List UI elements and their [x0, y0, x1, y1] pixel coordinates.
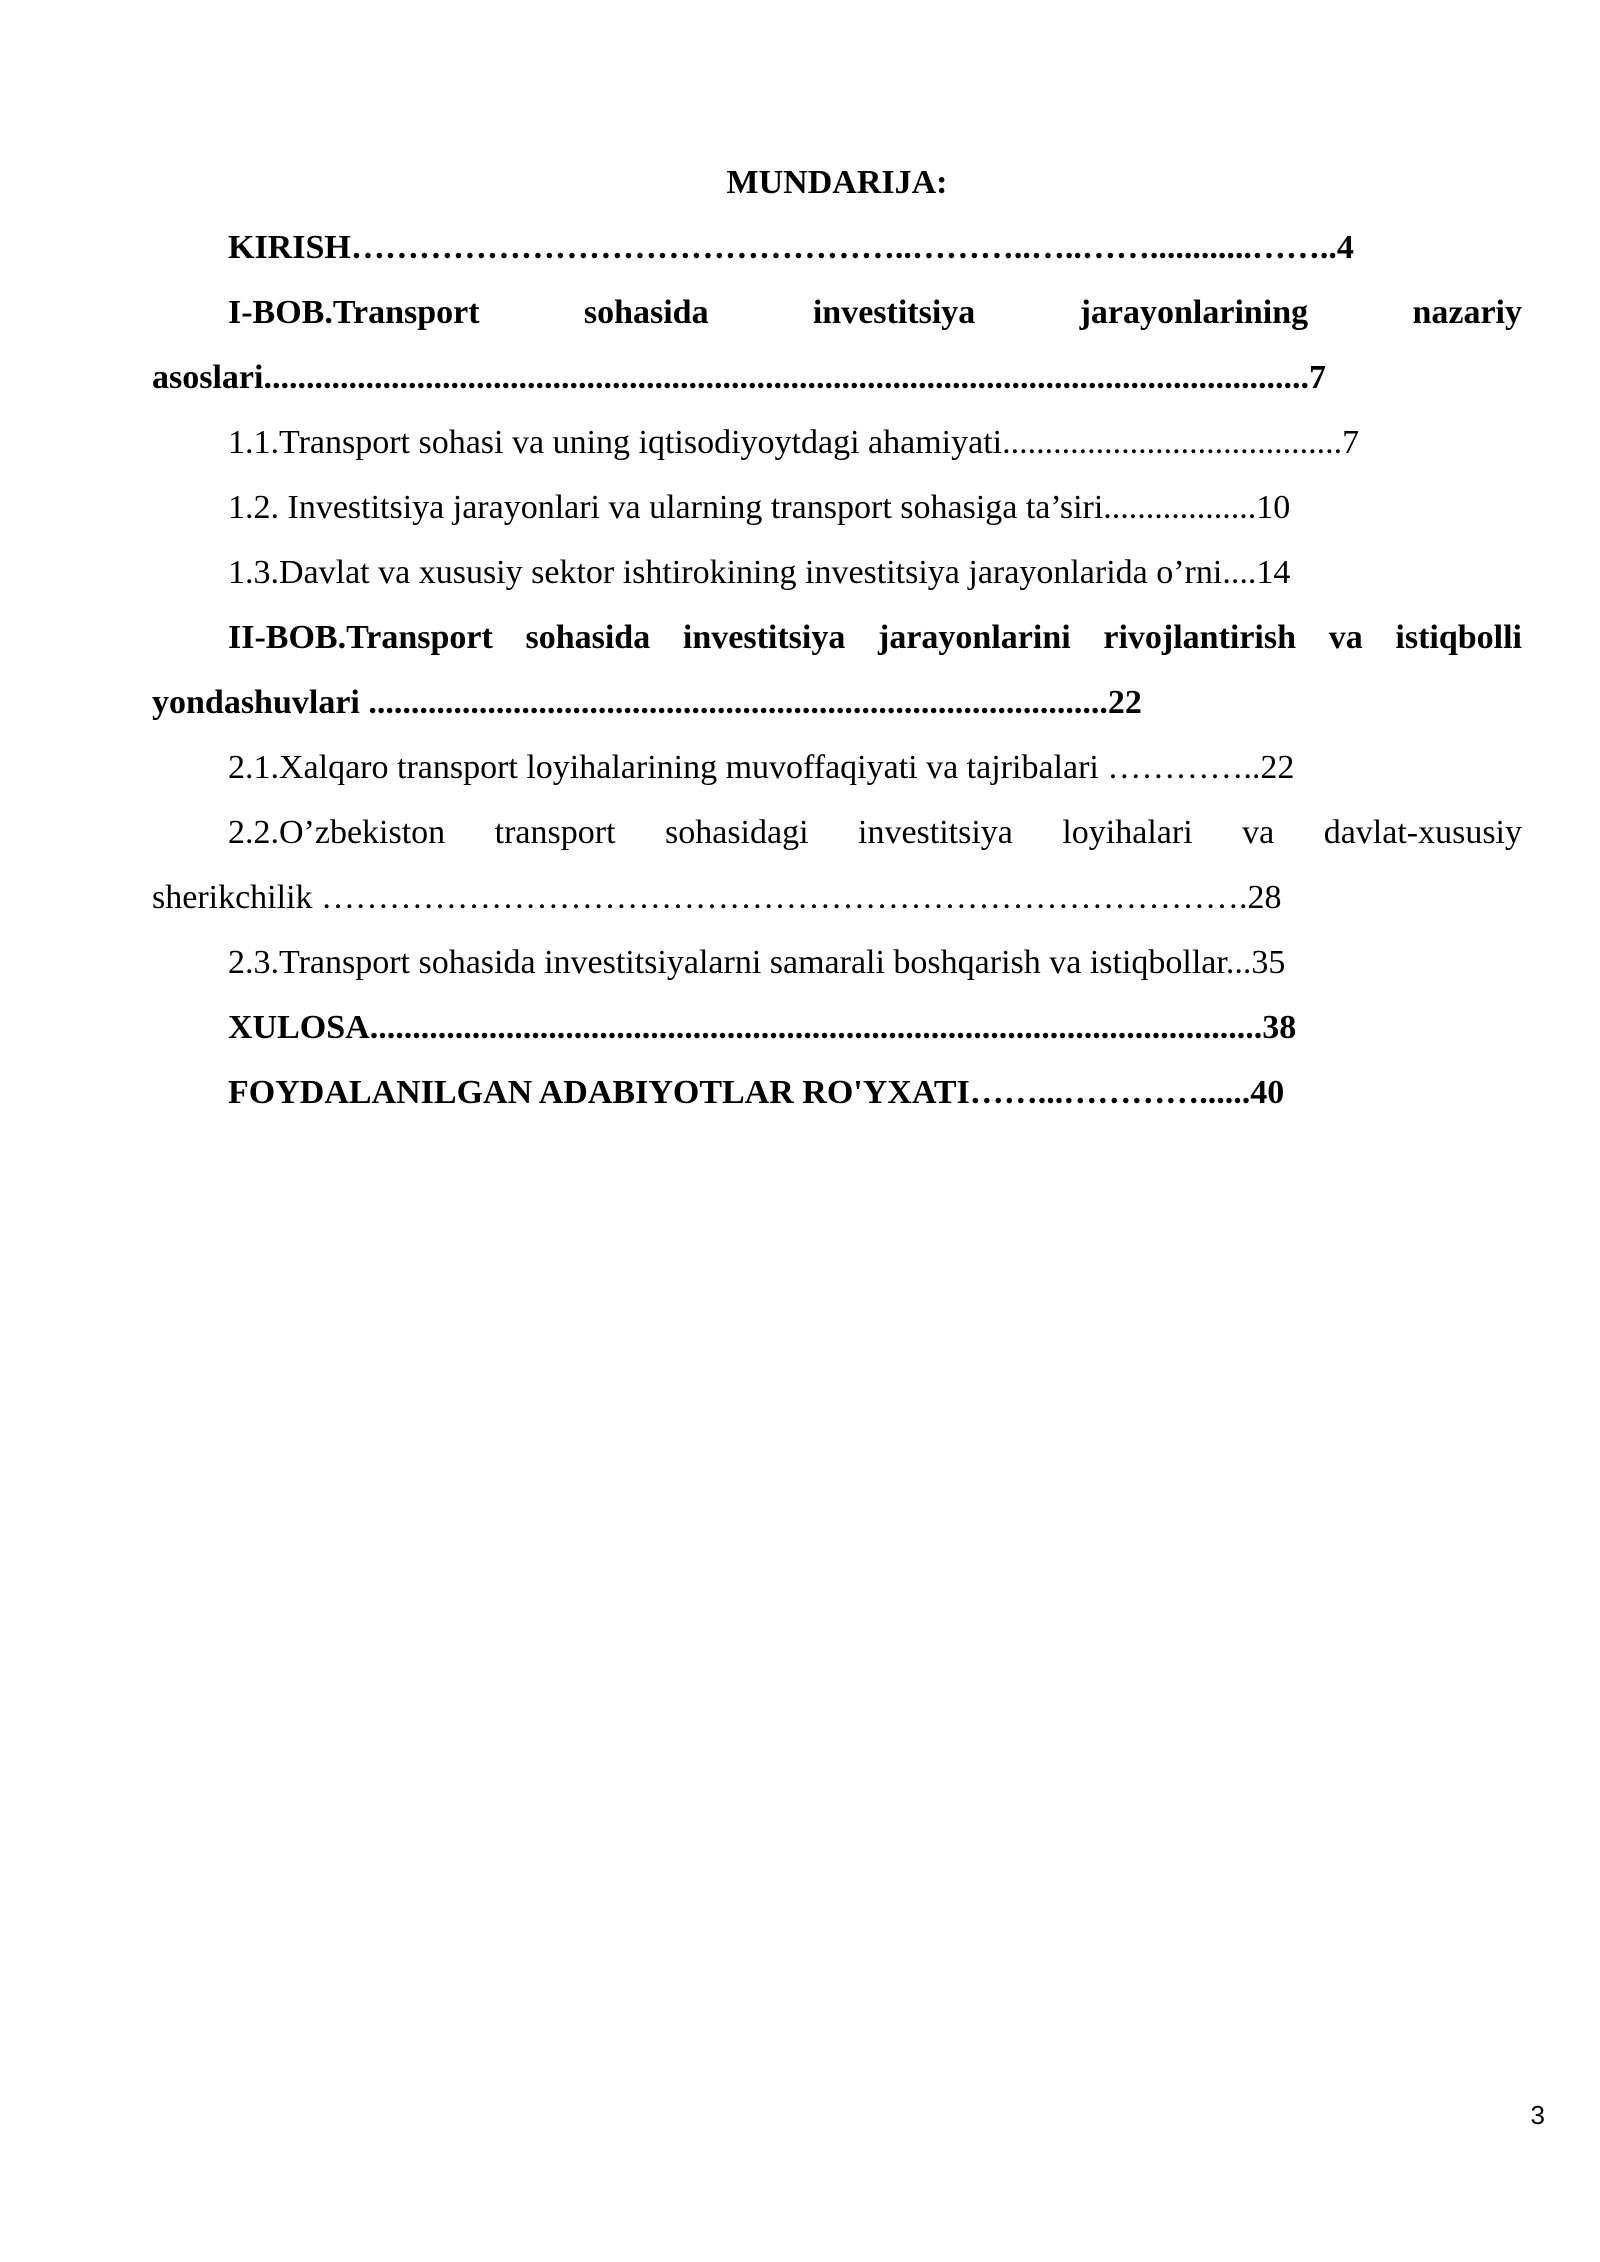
toc-entry-kirish: KIRISH…………………………………………..………..…..……............……..4: [228, 229, 1354, 266]
toc-entry-section-1-2: 1.2. Investitsiya jarayonlari va ularning transport sohasiga ta’siri..................10: [228, 489, 1291, 526]
toc-entry-section-1-3: 1.3.Davlat va xususiy sektor ishtirokining investitsiya jarayonlarida o’rni....14: [228, 554, 1291, 591]
table-of-contents: [152, 150, 1522, 1125]
toc-entry-section-2-3: 2.3.Transport sohasida investitsiyalarni samarali boshqarish va istiqbollar...35: [228, 944, 1286, 981]
toc-entry-section-2-1: 2.1.Xalqaro transport loyihalarining muvoffaqiyati va tajribalari …………..22: [228, 749, 1295, 786]
toc-entry-references: FOYDALANILGAN ADABIYOTLAR RO'YXATI……...…………......40: [228, 1074, 1285, 1111]
page-number: 3: [1530, 2100, 1545, 2130]
toc-entry-section-2-2: 2.2.O’zbekiston transport sohasidagi investitsiya loyihalari va davlat-xususiy: [228, 814, 1522, 851]
toc-entry-section-2-2-continued: sherikchilik ……………………………………………………………………….28: [152, 879, 1282, 916]
toc-entry-chapter-2: II-BOB.Transport sohasida investitsiya jarayonlarini rivojlantirish va istiqbolli: [228, 619, 1522, 656]
toc-entry-section-1-1: 1.1.Transport sohasi va uning iqtisodiyoytdagi ahamiyati........................................7: [228, 424, 1360, 461]
toc-entry-chapter-1: I-BOB.Transport sohasida investitsiya jarayonlarining nazariy: [228, 294, 1522, 331]
toc-title: MUNDARIJA:: [726, 164, 948, 201]
toc-entry-chapter-1-continued: asoslari...........................................................................................................................7: [152, 359, 1326, 396]
toc-entry-xulosa: XULOSA.........................................................................................................38: [228, 1009, 1297, 1046]
toc-entry-chapter-2-continued: yondashuvlari .......................................................................................22: [152, 684, 1142, 721]
